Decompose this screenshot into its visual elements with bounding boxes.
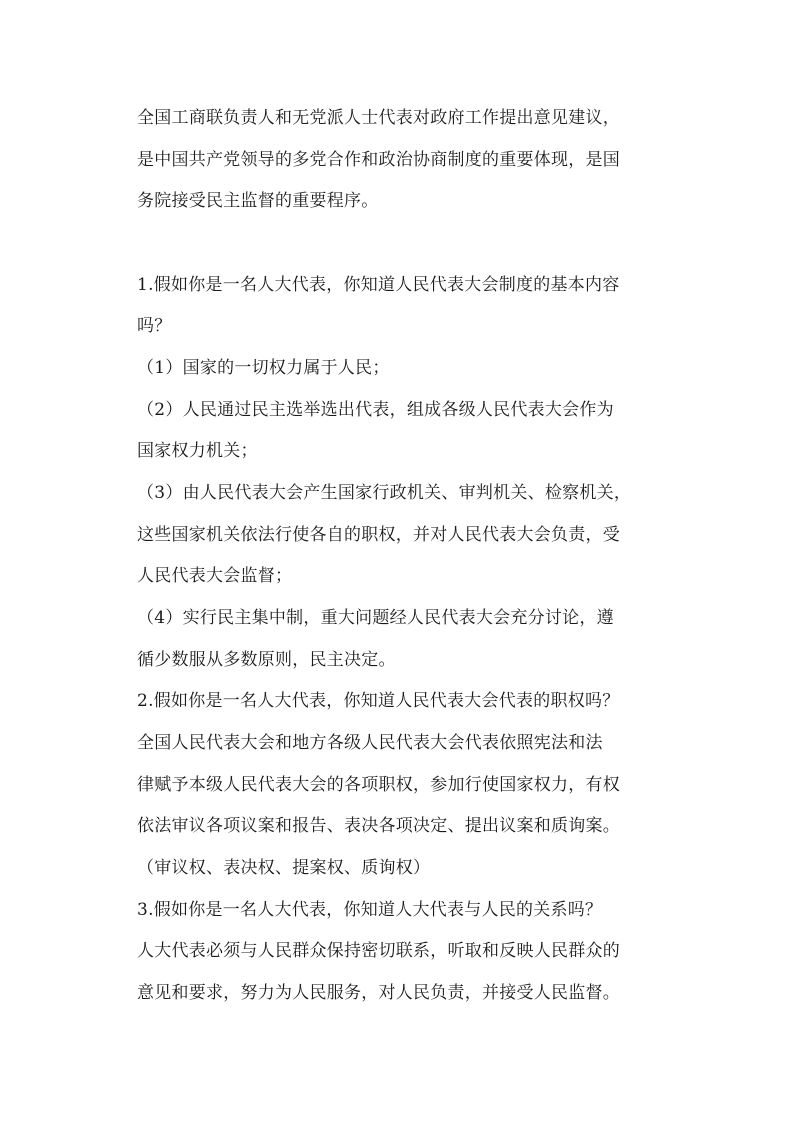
answer-1-item-3-line-2: 这些国家机关依法行使各自的职权，并对人民代表大会负责，受 [137,525,620,545]
answer-2-line-1: 全国人民代表大会和地方各级人民代表大会代表依照宪法和法 [137,733,603,753]
question-1-line-2: 吗？ [137,316,172,336]
answer-2-line-3: 依法审议各项议案和报告、表决各项决定、提出议案和质询案。 [137,816,620,836]
answer-2-line-4: （审议权、表决权、提案权、质询权） [137,858,431,878]
answer-1-item-3-line-1: （3）由人民代表大会产生国家行政机关、审判机关、检察机关， [137,483,632,503]
answer-2-line-2: 律赋予本级人民代表大会的各项职权，参加行使国家权力，有权 [137,775,620,795]
answer-1-item-2-line-2: 国家权力机关； [137,441,258,461]
answer-1-item-3-line-3: 人民代表大会监督； [137,566,293,586]
intro-line-3: 务院接受民主监督的重要程序。 [137,191,379,211]
intro-line-1: 全国工商联负责人和无党派人士代表对政府工作提出意见建议， [137,108,620,128]
answer-1-item-4-line-1: （4）实行民主集中制，重大问题经人民代表大会充分讨论，遵 [137,608,614,628]
answer-1-item-1: （1）国家的一切权力属于人民； [137,358,390,378]
question-3: 3.假如你是一名人大代表，你知道人大代表与人民的关系吗？ [137,900,603,920]
answer-1-item-4-line-2: 循少数服从多数原则，民主决定。 [137,650,396,670]
answer-3-line-1: 人大代表必须与人民群众保持密切联系，听取和反映人民群众的 [137,941,620,961]
answer-3-line-2: 意见和要求，努力为人民服务，对人民负责，并接受人民监督。 [137,983,620,1003]
intro-line-2: 是中国共产党领导的多党合作和政治协商制度的重要体现，是国 [137,150,620,170]
question-2: 2.假如你是一名人大代表，你知道人民代表大会代表的职权吗？ [137,691,620,711]
question-1-line-1: 1.假如你是一名人大代表，你知道人民代表大会制度的基本内容 [137,275,620,295]
answer-1-item-2-line-1: （2）人民通过民主选举选出代表，组成各级人民代表大会作为 [137,400,614,420]
